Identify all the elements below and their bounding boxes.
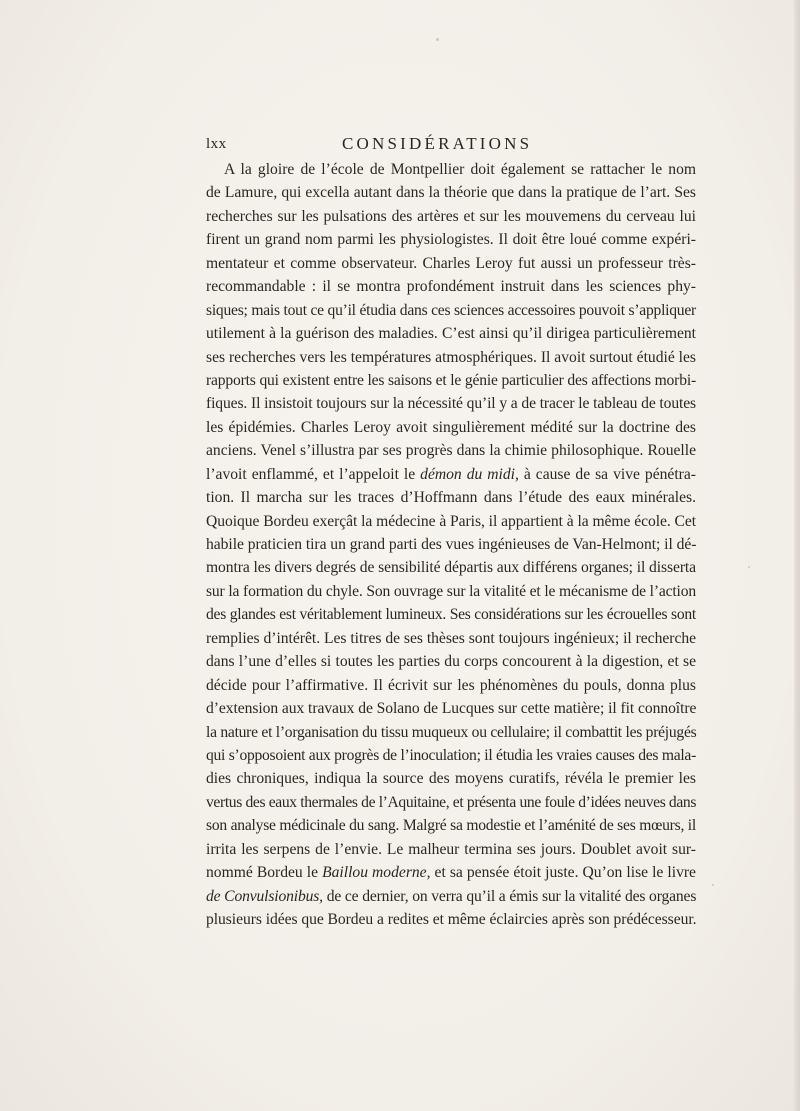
text-line: qui s’opposoient aux progrès de l’inoculation; il étudia les vraies causes des mala- bbox=[206, 746, 696, 764]
text-line: de Lamure, qui excella autant dans la théorie que dans la pratique de l’art. Ses bbox=[206, 184, 696, 202]
text-line: la nature et l’organisation du tissu muqueux ou cellulaire; il combattit les préjugés bbox=[206, 723, 697, 741]
text-line: Quoique Bordeu exerçât la médecine à Paris, il appartient à la même école. Cet bbox=[206, 512, 697, 530]
body-paragraph bbox=[206, 158, 696, 931]
text-line: recherches sur les pulsations des artères et sur les mouvemens du cerveau lui bbox=[206, 207, 696, 225]
paper-speck bbox=[712, 884, 714, 886]
running-title: CONSIDÉRATIONS bbox=[342, 134, 533, 153]
page-edge-shadow bbox=[794, 0, 800, 1111]
text-line: fiques. Il insistoit toujours sur la nécessité qu’il y a de tracer le tableau de toutes bbox=[206, 395, 696, 413]
page-header bbox=[206, 134, 696, 158]
italic-phrase: de Convulsionibus, bbox=[206, 887, 323, 905]
italic-phrase: Baillou moderne, bbox=[322, 864, 431, 882]
text-line: ses recherches vers les températures atmosphériques. Il avoit surtout étudié les bbox=[206, 348, 696, 366]
text-line: montra les divers degrés de sensibilité départis aux différens organes; il disserta bbox=[206, 559, 697, 577]
text-line: des glandes est véritablement lumineux. Ses considérations sur les écrouelles sont bbox=[206, 606, 696, 624]
text-line: irrita les serpens de l’envie. Le malheur termina ses jours. Doublet avoit sur- bbox=[206, 840, 696, 858]
paper-speck bbox=[436, 38, 439, 41]
text-line: dans l’une d’elles si toutes les parties du corps concourent à la digestion, et se bbox=[206, 653, 696, 671]
text-line: de Convulsionibus, de ce dernier, on verra qu’il a émis sur la vitalité des organes bbox=[206, 887, 697, 905]
italic-phrase: démon du midi, bbox=[420, 465, 519, 483]
text-line: nommé Bordeu le Baillou moderne, et sa pensée étoit juste. Qu’on lise le livre bbox=[206, 864, 696, 882]
text-line: recommandable : il se montra profondément instruit dans les sciences phy- bbox=[206, 278, 696, 296]
paper-speck bbox=[748, 566, 750, 568]
text-line: décide pour l’affirmative. Il écrivit sur les phénomènes du pouls, donna plus bbox=[206, 676, 696, 694]
text-line: plusieurs idées que Bordeu a redites et même éclaircies après son prédécesseur. bbox=[206, 911, 697, 928]
text-line: anciens. Venel s’illustra par ses progrès dans la chimie philosophique. Rouelle bbox=[206, 442, 696, 460]
page-number: lxx bbox=[206, 136, 227, 152]
text-line: firent un grand nom parmi les physiologistes. Il doit être loué comme expéri- bbox=[206, 231, 696, 249]
text-line: remplies d’intérêt. Les titres de ses thèses sont toujours ingénieux; il recherche bbox=[206, 629, 697, 647]
text-line: son analyse médicinale du sang. Malgré sa modestie et l’aménité de ses mœurs, il bbox=[206, 817, 696, 835]
text-line: d’extension aux travaux de Solano de Lucques sur cette matière; il fit connoître bbox=[206, 700, 697, 718]
text-line: utilement à la guérison des maladies. C’est ainsi qu’il dirigea particulièrement bbox=[206, 325, 696, 343]
text-line: dies chroniques, indiqua la source des moyens curatifs, révéla le premier les bbox=[206, 770, 696, 788]
text-line: siques; mais tout ce qu’il étudia dans ces sciences accessoires pouvoit s’appliquer bbox=[206, 301, 696, 319]
text-line: tion. Il marcha sur les traces d’Hoffmann dans l’étude des eaux minérales. bbox=[206, 489, 696, 507]
text-line: les épidémies. Charles Leroy avoit singulièrement médité sur la doctrine des bbox=[206, 418, 696, 436]
text-line: rapports qui existent entre les saisons et le génie particulier des affections morbi- bbox=[206, 371, 696, 389]
text-line: vertus des eaux thermales de l’Aquitaine, et présenta une foule d’idées neuves dans bbox=[206, 793, 697, 811]
text-line: A la gloire de l’école de Montpellier doit également se rattacher le nom bbox=[224, 161, 696, 178]
text-line: mentateur et comme observateur. Charles Leroy fut aussi un professeur très- bbox=[206, 254, 696, 272]
text-line: habile praticien tira un grand parti des vues ingénieuses de Van-Helmont; il dé- bbox=[206, 536, 697, 553]
text-line: sur la formation du chyle. Son ouvrage sur la vitalité et le mécanisme de l’action bbox=[206, 582, 696, 600]
text-line: l’avoit enflammé, et l’appeloit le démon du midi, à cause de sa vive pénétra- bbox=[206, 465, 696, 483]
